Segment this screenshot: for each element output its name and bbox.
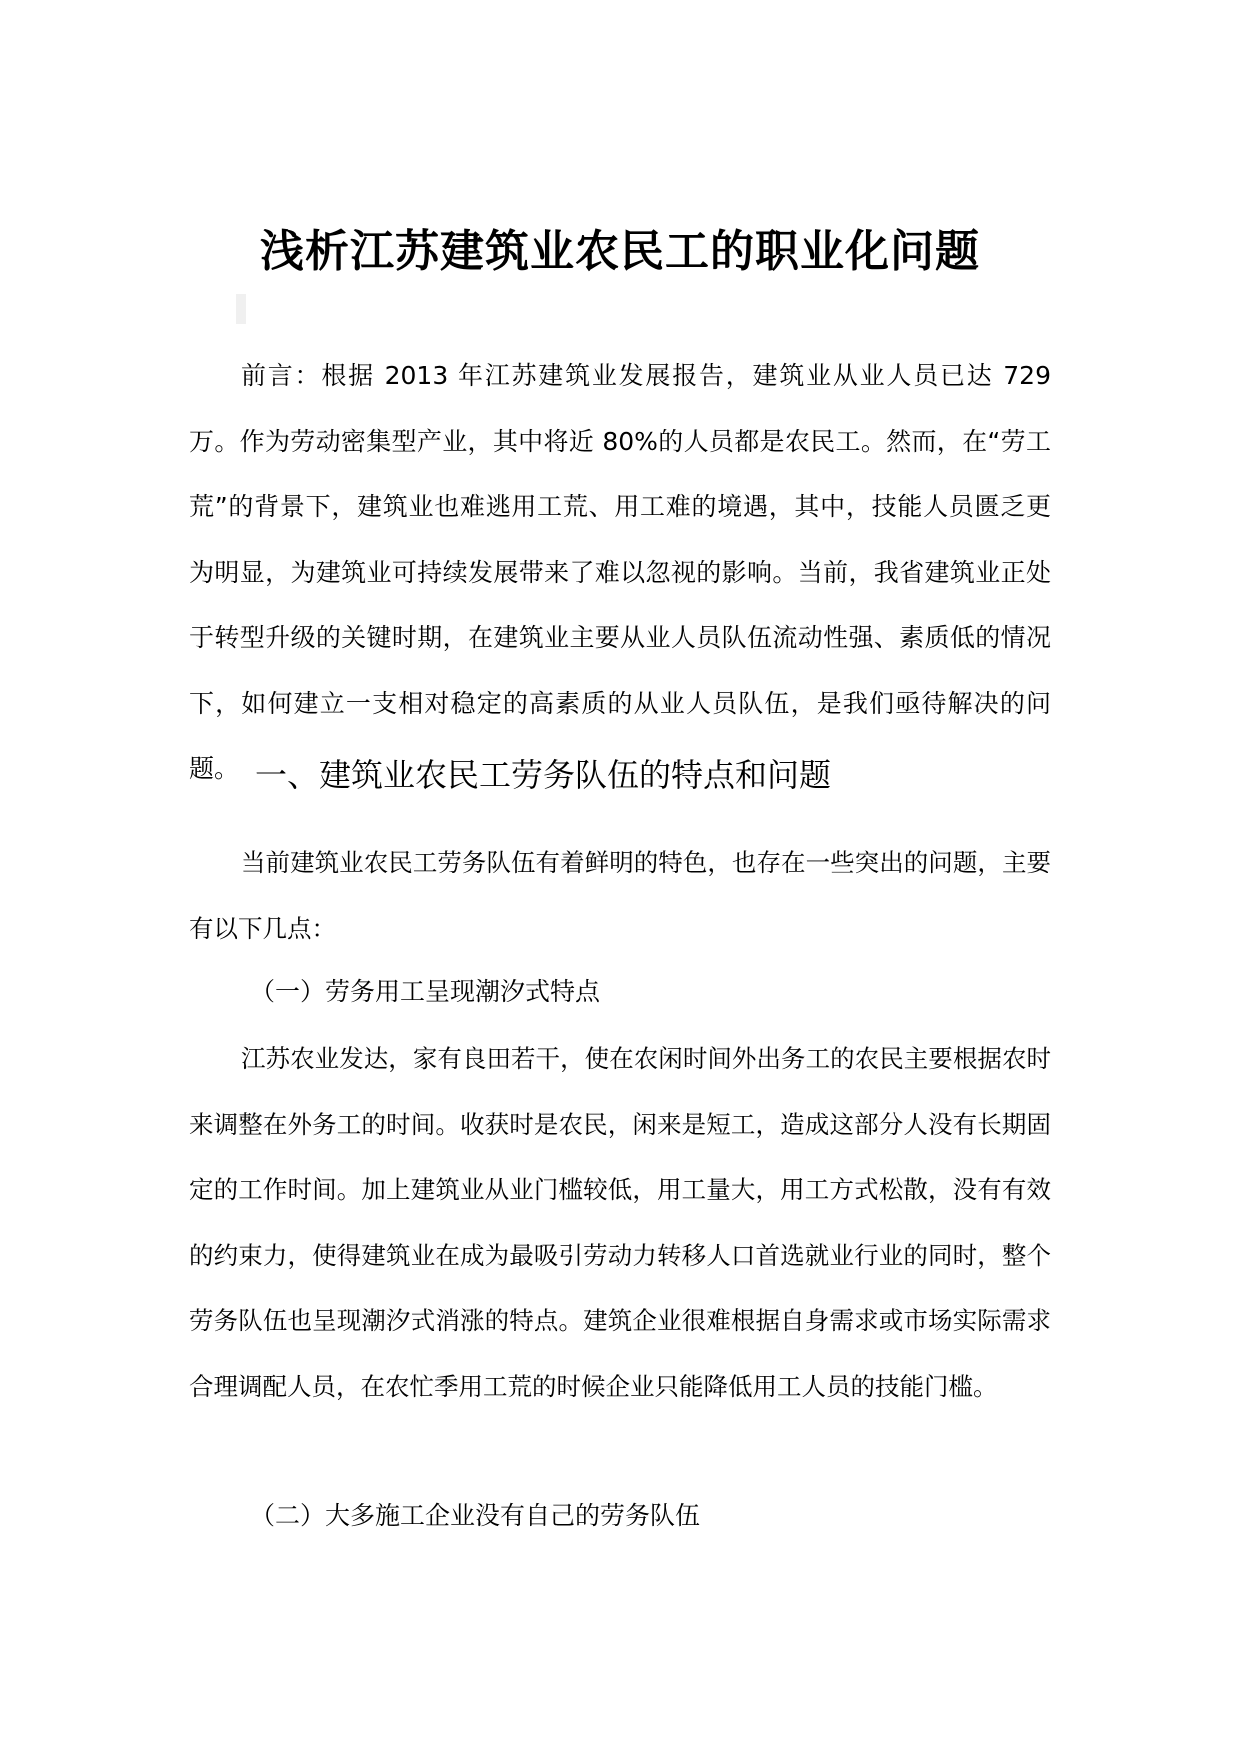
- text-cursor-mark: [236, 294, 246, 324]
- section-heading-1: 一、建筑业农民工劳务队伍的特点和问题: [255, 756, 832, 794]
- subsection-body-1: 江苏农业发达，家有良田若干，使在农闲时间外出务工的农民主要根据农时来调整在外务工的时间。收获时是农民，闲来是短工，造成这部分人没有长期固定的工作时间。加上建筑业从业门槛较低，用工量大，用工方式松散，没有有效的约束力，使得建筑业在成为最吸引劳动力转移人口首选就业行业的同时，整个劳务队伍也呈现潮汐式消涨的特点。建筑企业很难根据自身需求或市场实际需求合理调配人员，在农忙季用工荒的时候企业只能降低用工人员的技能门槛。: [189, 1044, 1051, 1401]
- document-title: 浅析江苏建筑业农民工的职业化问题: [260, 226, 980, 277]
- subsection-heading-2: （二）大多施工企业没有自己的劳务队伍: [250, 1501, 701, 1530]
- preface-paragraph: 前言：根据 2013 年江苏建筑业发展报告，建筑业从业人员已达 729 万。作为劳动密集型产业，其中将近 80%的人员都是农民工。然而，在“劳工荒”的背景下，建筑业也难逃用工荒、用工难的境遇，其中，技能人员匮乏更为明显，为建筑业可持续发展带来了难以忽视的影响。当前，我省建筑业正处于转型升级的关键时期，在建筑业主要从业人员队伍流动性强、素质低的情况下，如何建立一支相对稳定的高素质的从业人员队伍，是我们亟待解决的问题。: [189, 361, 1051, 783]
- subsection-heading-1: （一）劳务用工呈现潮汐式特点: [250, 977, 601, 1006]
- section-intro-paragraph: 当前建筑业农民工劳务队伍有着鲜明的特色，也存在一些突出的问题，主要有以下几点：: [189, 848, 1051, 943]
